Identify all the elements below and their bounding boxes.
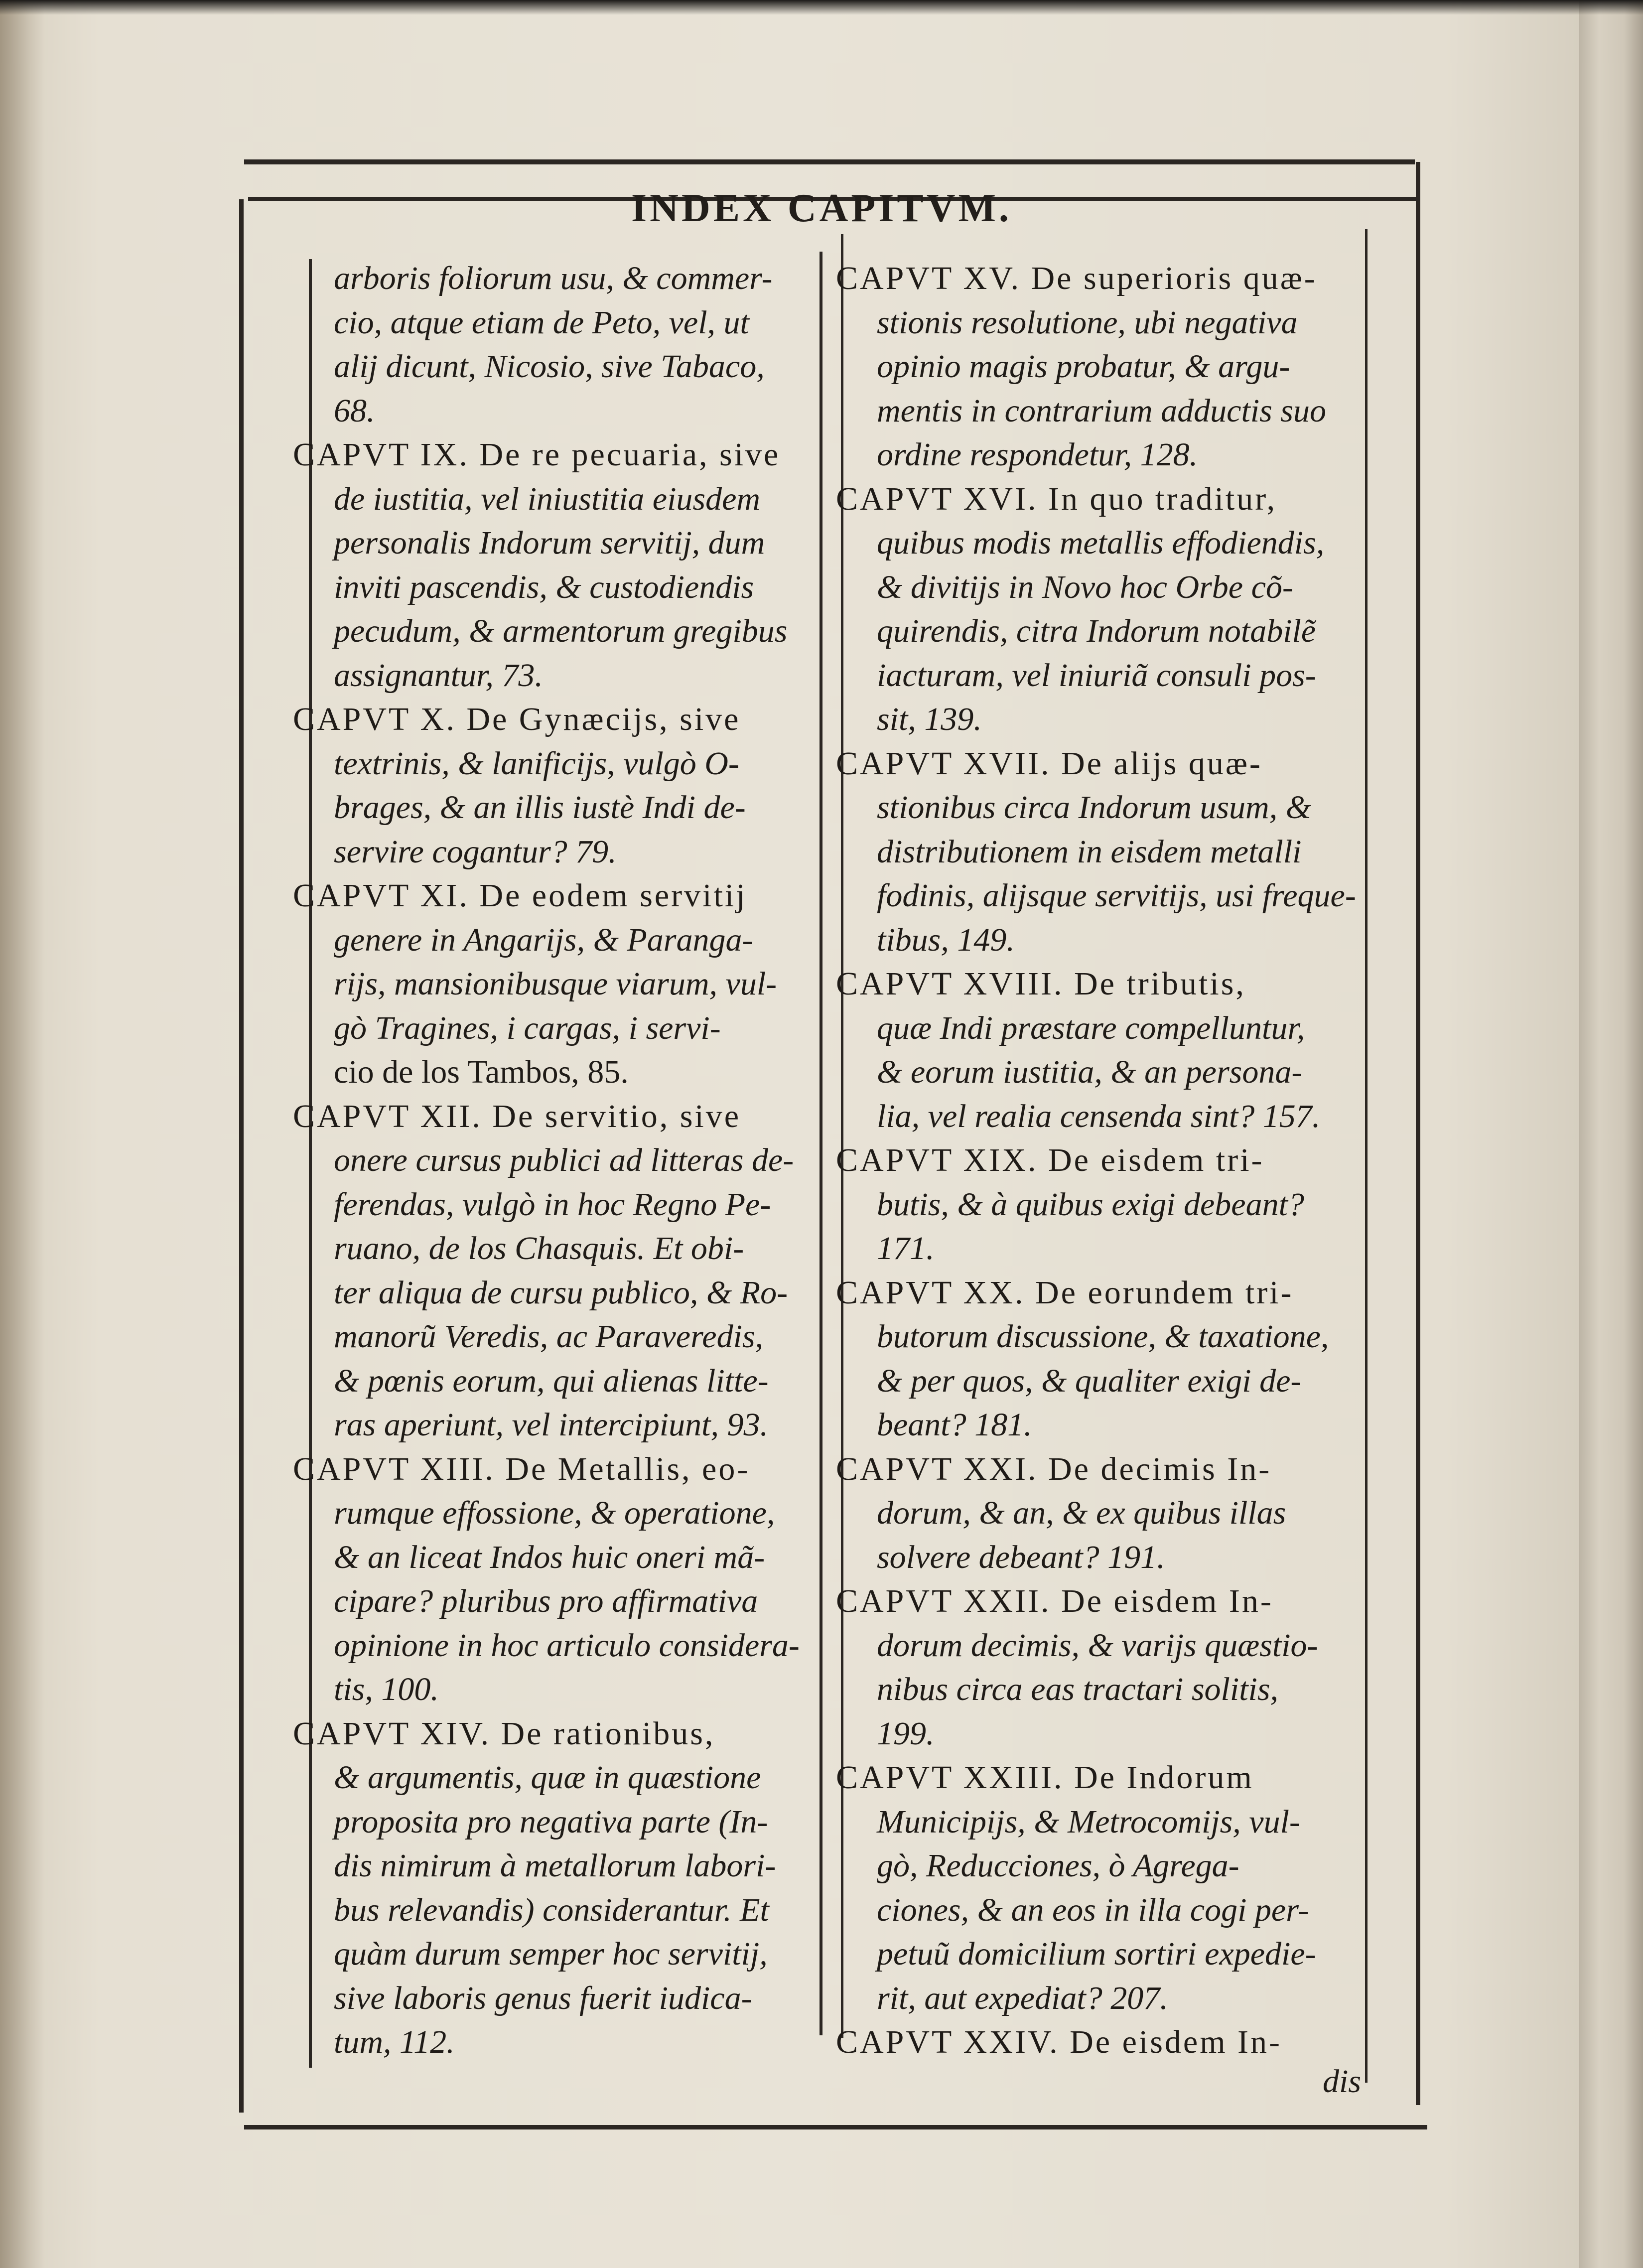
index-text-line: gò, Reducciones, ò Agrega- xyxy=(877,1847,1239,1884)
index-text-line: Municipijs, & Metrocomijs, vul- xyxy=(877,1803,1300,1840)
index-text-line: petuũ domicilium sortiri expedie- xyxy=(877,1936,1316,1972)
top-shadow xyxy=(0,0,1643,15)
frame-left-border xyxy=(239,199,244,2113)
index-text-line: sit, 139. xyxy=(877,701,982,737)
index-text-line: beant? 181. xyxy=(877,1407,1032,1443)
index-text-line: proposita pro negativa parte (In- xyxy=(334,1803,768,1840)
index-text-line: opinione in hoc articulo considera- xyxy=(334,1627,800,1664)
chapter-heading-line: CAPVT XI. De eodem servitij xyxy=(293,877,747,914)
index-text-line: arboris foliorum usu, & commer- xyxy=(334,260,773,296)
index-text-line: ordine respondetur, 128. xyxy=(877,436,1198,473)
chapter-heading-line: CAPVT XXIV. De eisdem In- xyxy=(836,2024,1282,2060)
index-text-line: dorum decimis, & varijs quæstio- xyxy=(877,1627,1318,1664)
index-text-line: genere in Angarijs, & Paranga- xyxy=(334,921,753,958)
chapter-heading-line: CAPVT XXI. De decimis In- xyxy=(836,1450,1272,1487)
index-text-line: stionibus circa Indorum usum, & xyxy=(877,789,1312,826)
index-text-line: lia, vel realia censenda sint? 157. xyxy=(877,1098,1321,1134)
index-text-line: alij dicunt, Nicosio, sive Tabaco, xyxy=(334,348,765,385)
index-text-line: dorum, & an, & ex quibus illas xyxy=(877,1495,1286,1531)
catchword: dis xyxy=(1323,2063,1362,2100)
index-text-line: 68. xyxy=(334,392,375,429)
chapter-heading-line: CAPVT XIX. De eisdem tri- xyxy=(836,1142,1264,1178)
chapter-heading-line: CAPVT XX. De eorundem tri- xyxy=(836,1274,1294,1311)
index-text-line: & argumentis, quæ in quæstione xyxy=(334,1759,761,1796)
index-text-line: ras aperiunt, vel intercipiunt, 93. xyxy=(334,1407,768,1443)
chapter-heading-line: CAPVT XXII. De eisdem In- xyxy=(836,1583,1273,1619)
chapter-heading-line: CAPVT XV. De superioris quæ- xyxy=(836,260,1317,296)
index-text-line: cio, atque etiam de Peto, vel, ut xyxy=(334,304,749,341)
chapter-heading-line: CAPVT XIII. De Metallis, eo- xyxy=(293,1450,750,1487)
index-text-line: gò Tragines, i cargas, i servi- xyxy=(334,1009,721,1046)
chapter-heading-line: CAPVT XVII. De alijs quæ- xyxy=(836,745,1262,782)
index-text-line: ferendas, vulgò in hoc Regno Pe- xyxy=(334,1186,771,1223)
index-text-line: solvere debeant? 191. xyxy=(877,1539,1165,1575)
index-text-line: & divitijs in Novo hoc Orbe cõ- xyxy=(877,568,1293,605)
index-text-line: fodinis, alijsque servitijs, usi freque- xyxy=(877,877,1356,914)
bottom-rule xyxy=(244,2125,1427,2129)
left-text-column xyxy=(293,257,817,2065)
index-text-line: butis, & à quibus exigi debeant? xyxy=(877,1186,1304,1223)
index-text-line: sive laboris genus fuerit iudica- xyxy=(334,1980,752,2016)
index-text-line: rit, aut expediat? 207. xyxy=(877,1980,1168,2016)
index-text-line: cipare? pluribus pro affirmativa xyxy=(334,1583,758,1619)
index-text-line: cio de los Tambos, 85. xyxy=(334,1054,629,1090)
right-text-column xyxy=(836,257,1365,2065)
chapter-heading-line: CAPVT XVI. In quo traditur, xyxy=(836,480,1277,517)
index-text-line: quàm durum semper hoc servitij, xyxy=(334,1936,768,1972)
index-text-line: iacturam, vel iniuriã consuli pos- xyxy=(877,657,1316,694)
index-text-line: rijs, mansionibusque viarum, vul- xyxy=(334,966,777,1002)
index-text-line: 199. xyxy=(877,1715,935,1752)
index-text-line: 171. xyxy=(877,1230,935,1267)
index-text-line: stionis resolutione, ubi negativa xyxy=(877,304,1298,341)
index-text-line: pecudum, & armentorum gregibus xyxy=(334,613,788,649)
index-text-line: mentis in contrarium adductis suo xyxy=(877,392,1326,429)
index-text-line: & per quos, & qualiter exigi de- xyxy=(877,1362,1302,1399)
index-text-line: personalis Indorum servitij, dum xyxy=(334,525,765,561)
index-text-line: bus relevandis) considerantur. Et xyxy=(334,1891,769,1928)
chapter-heading-line: CAPVT XII. De servitio, sive xyxy=(293,1098,741,1134)
index-text-line: servire cogantur? 79. xyxy=(334,833,617,870)
index-text-line: tibus, 149. xyxy=(877,921,1015,958)
chapter-heading-line: CAPVT IX. De re pecuaria, sive xyxy=(293,436,781,473)
index-text-line: quæ Indi præstare compelluntur, xyxy=(877,1009,1305,1046)
index-text-line: & pœnis eorum, qui alienas litte- xyxy=(334,1362,769,1399)
index-text-line: ruano, de los Chasquis. Et obi- xyxy=(334,1230,744,1267)
top-rule xyxy=(244,159,1415,164)
chapter-heading-line: CAPVT XIV. De rationibus, xyxy=(293,1715,715,1752)
column-divider-rule xyxy=(820,252,822,2035)
index-text-line: rumque effossione, & operatione, xyxy=(334,1495,775,1531)
index-text-line: & an liceat Indos huic oneri mã- xyxy=(334,1539,765,1575)
chapter-heading-line: CAPVT XXIII. De Indorum xyxy=(836,1759,1254,1796)
binding-shadow xyxy=(0,0,45,2268)
index-text-line: nibus circa eas tractari solitis, xyxy=(877,1671,1279,1707)
index-text-line: brages, & an illis iustè Indi de- xyxy=(334,789,746,826)
running-header: INDEX CAPITVM. xyxy=(631,186,1012,230)
index-text-line: tum, 112. xyxy=(334,2024,455,2060)
chapter-heading-line: CAPVT XVIII. De tributis, xyxy=(836,966,1246,1002)
index-text-line: ter aliqua de cursu publico, & Ro- xyxy=(334,1274,788,1311)
index-text-line: quirendis, citra Indorum notabilẽ xyxy=(877,613,1316,649)
index-text-line: quibus modis metallis effodiendis, xyxy=(877,525,1325,561)
index-text-line: tis, 100. xyxy=(334,1671,439,1707)
index-text-line: manorũ Veredis, ac Paraveredis, xyxy=(334,1318,764,1355)
index-text-line: assignantur, 73. xyxy=(334,657,543,694)
frame-right-border xyxy=(1416,162,1420,2105)
index-text-line: de iustitia, vel iniustitia eiusdem xyxy=(334,480,761,517)
index-text-line: dis nimirum à metallorum labori- xyxy=(334,1847,776,1884)
index-text-line: distributionem in eisdem metalli xyxy=(877,833,1302,870)
page-edge xyxy=(1579,0,1643,2268)
index-text-line: inviti pascendis, & custodiendis xyxy=(334,568,754,605)
index-text-line: ciones, & an eos in illa cogi per- xyxy=(877,1891,1309,1928)
chapter-heading-line: CAPVT X. De Gynæcijs, sive xyxy=(293,701,741,737)
index-text-line: & eorum iustitia, & an persona- xyxy=(877,1054,1303,1090)
index-text-line: butorum discussione, & taxatione, xyxy=(877,1318,1329,1355)
index-text-line: textrinis, & lanificijs, vulgò O- xyxy=(334,745,739,782)
right-column-rule xyxy=(1365,229,1368,2083)
index-text-line: onere cursus publici ad litteras de- xyxy=(334,1142,794,1178)
index-text-line: opinio magis probatur, & argu- xyxy=(877,348,1290,385)
